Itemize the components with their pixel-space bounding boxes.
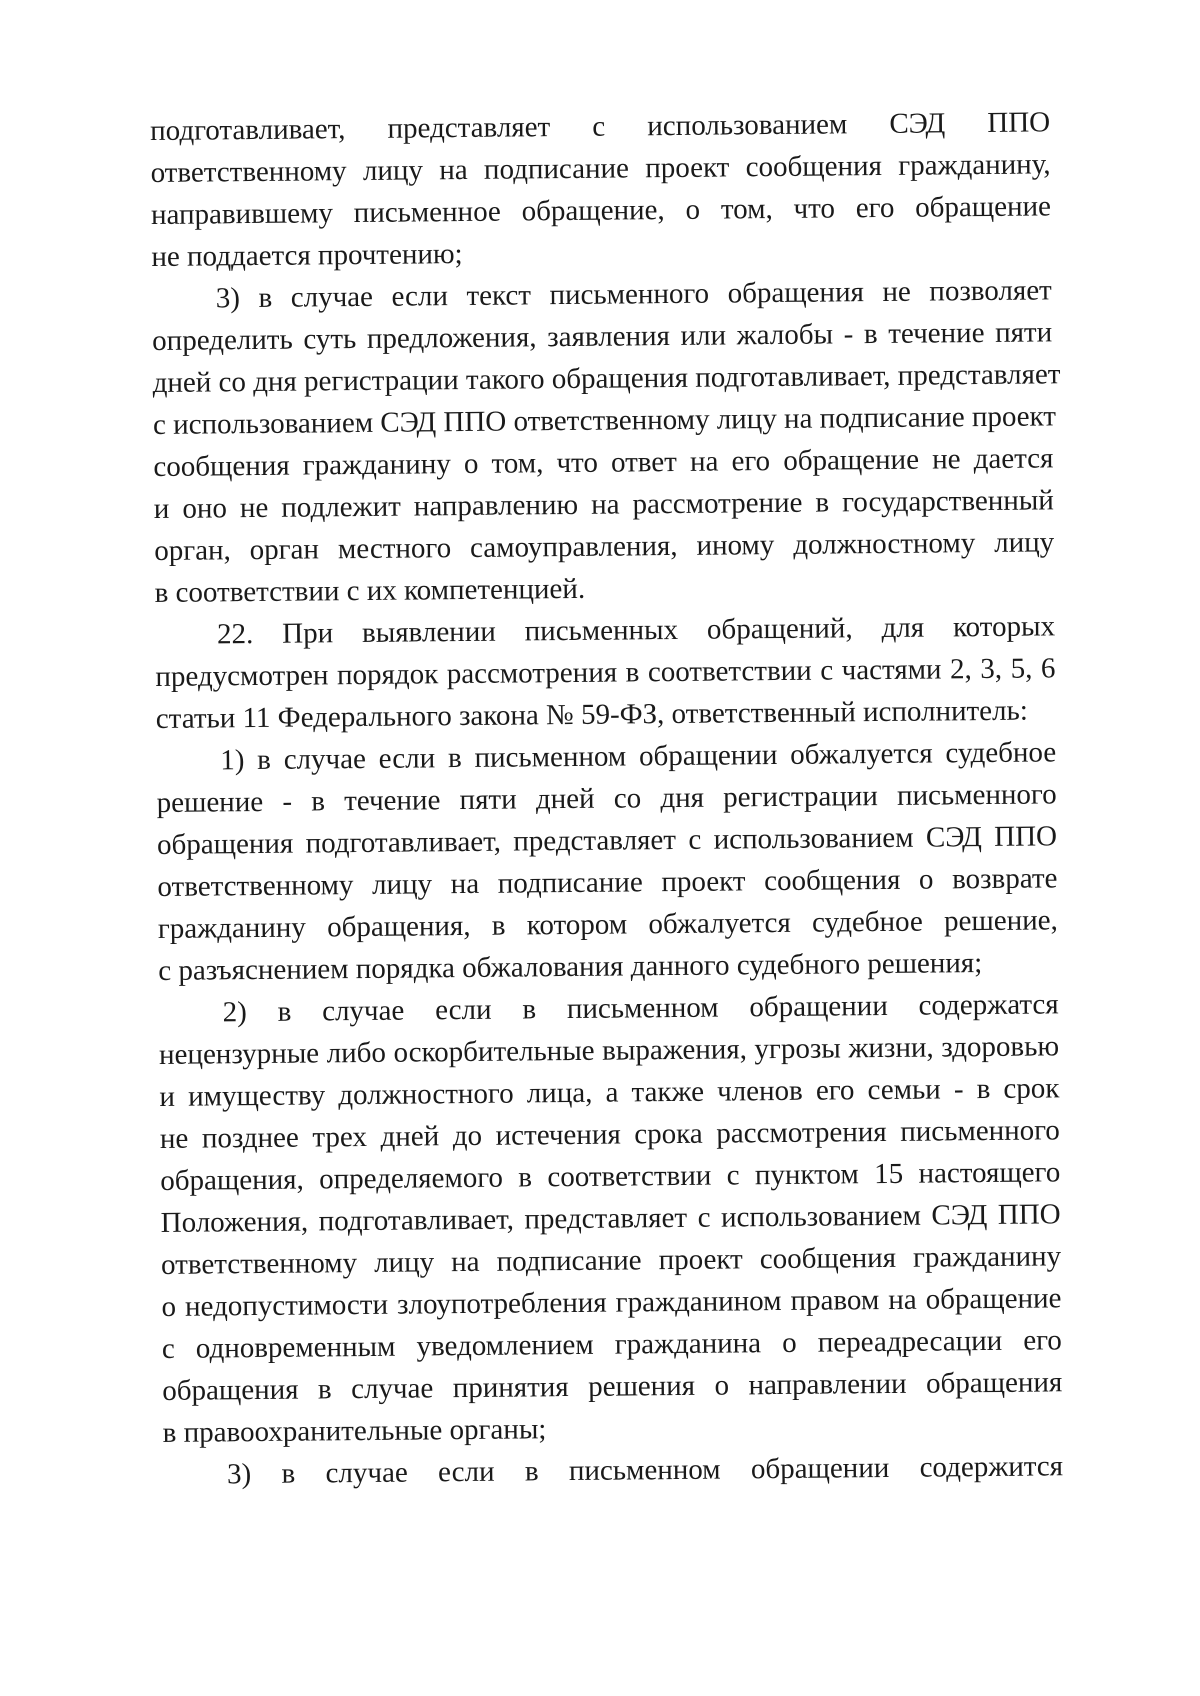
text-line: нецензурные либо оскорбительные выражения, угрозы жизни, здоровью bbox=[158, 1030, 1060, 1071]
document-body bbox=[150, 101, 1063, 1496]
text-line: статьи 11 Федерального закона № 59-ФЗ, ответственный исполнитель: bbox=[155, 694, 1029, 735]
text-line: в соответствии с их компетенцией. bbox=[154, 572, 586, 609]
text-line: дней со дня регистрации такого обращения подготавливает, представляет bbox=[152, 358, 1061, 399]
text-line: орган, орган местного самоуправления, иному должностному лицу bbox=[154, 526, 1055, 567]
text-line: направившему письменное обращение, о том, что его обращение bbox=[150, 190, 1052, 231]
text-line: не поддается прочтению; bbox=[151, 238, 463, 273]
text-line: в правоохранительные органы; bbox=[162, 1413, 547, 1449]
text-line-item-3b: 3) в случае если в письменном обращении содержится bbox=[226, 1450, 1064, 1491]
text-line-section-22: 22. При выявлении письменных обращений, для которых bbox=[216, 610, 1056, 651]
text-line: и оно не подлежит направлению на рассмотрение в государственный bbox=[153, 484, 1054, 525]
text-line: с использованием СЭД ППО ответственному лицу на подписание проект bbox=[152, 400, 1057, 441]
text-line: с одновременным уведомлением гражданина о переадресации его bbox=[161, 1324, 1063, 1365]
text-line: определить суть предложения, заявления или жалобы - в течение пяти bbox=[152, 316, 1053, 357]
text-line: обращения, определяемого в соответствии с пунктом 15 настоящего bbox=[160, 1156, 1061, 1197]
text-line: подготавливает, представляет с использованием СЭД ППО bbox=[150, 106, 1051, 147]
text-line-item-1: 1) в случае если в письменном обращении обжалуется судебное bbox=[220, 736, 1057, 777]
text-line: предусмотрен порядок рассмотрения в соответствии с частями 2, 3, 5, 6 bbox=[155, 652, 1056, 693]
text-line: ответственному лицу на подписание проект сообщения о возврате bbox=[157, 862, 1058, 903]
text-line: ответственному лицу на подписание проект сообщения гражданину, bbox=[150, 148, 1051, 189]
text-line: о недопустимости злоупотребления гражданином правом на обращение bbox=[161, 1282, 1062, 1323]
text-line-item-2: 2) в случае если в письменном обращении содержатся bbox=[222, 988, 1059, 1029]
text-line: Положения, подготавливает, представляет с использованием СЭД ППО bbox=[160, 1198, 1061, 1239]
text-line: обращения подготавливает, представляет с использованием СЭД ППО bbox=[156, 820, 1058, 861]
text-line: ответственному лицу на подписание проект сообщения гражданину bbox=[160, 1240, 1062, 1281]
text-line: гражданину обращения, в котором обжалуется судебное решение, bbox=[157, 904, 1058, 945]
text-line: с разъяснением порядка обжалования данного судебного решения; bbox=[158, 947, 983, 987]
text-line-item-3: 3) в случае если текст письменного обращения не позволяет bbox=[215, 274, 1052, 315]
text-line: не позднее трех дней до истечения срока рассмотрения письменного bbox=[159, 1114, 1060, 1155]
text-line: обращения в случае принятия решения о направлении обращения bbox=[162, 1366, 1063, 1407]
text-line: сообщения гражданину о том, что ответ на его обращение не дается bbox=[153, 442, 1054, 483]
text-line: решение - в течение пяти дней со дня регистрации письменного bbox=[156, 778, 1057, 819]
text-line: и имуществу должностного лица, а также членов его семьи - в срок bbox=[159, 1072, 1060, 1113]
